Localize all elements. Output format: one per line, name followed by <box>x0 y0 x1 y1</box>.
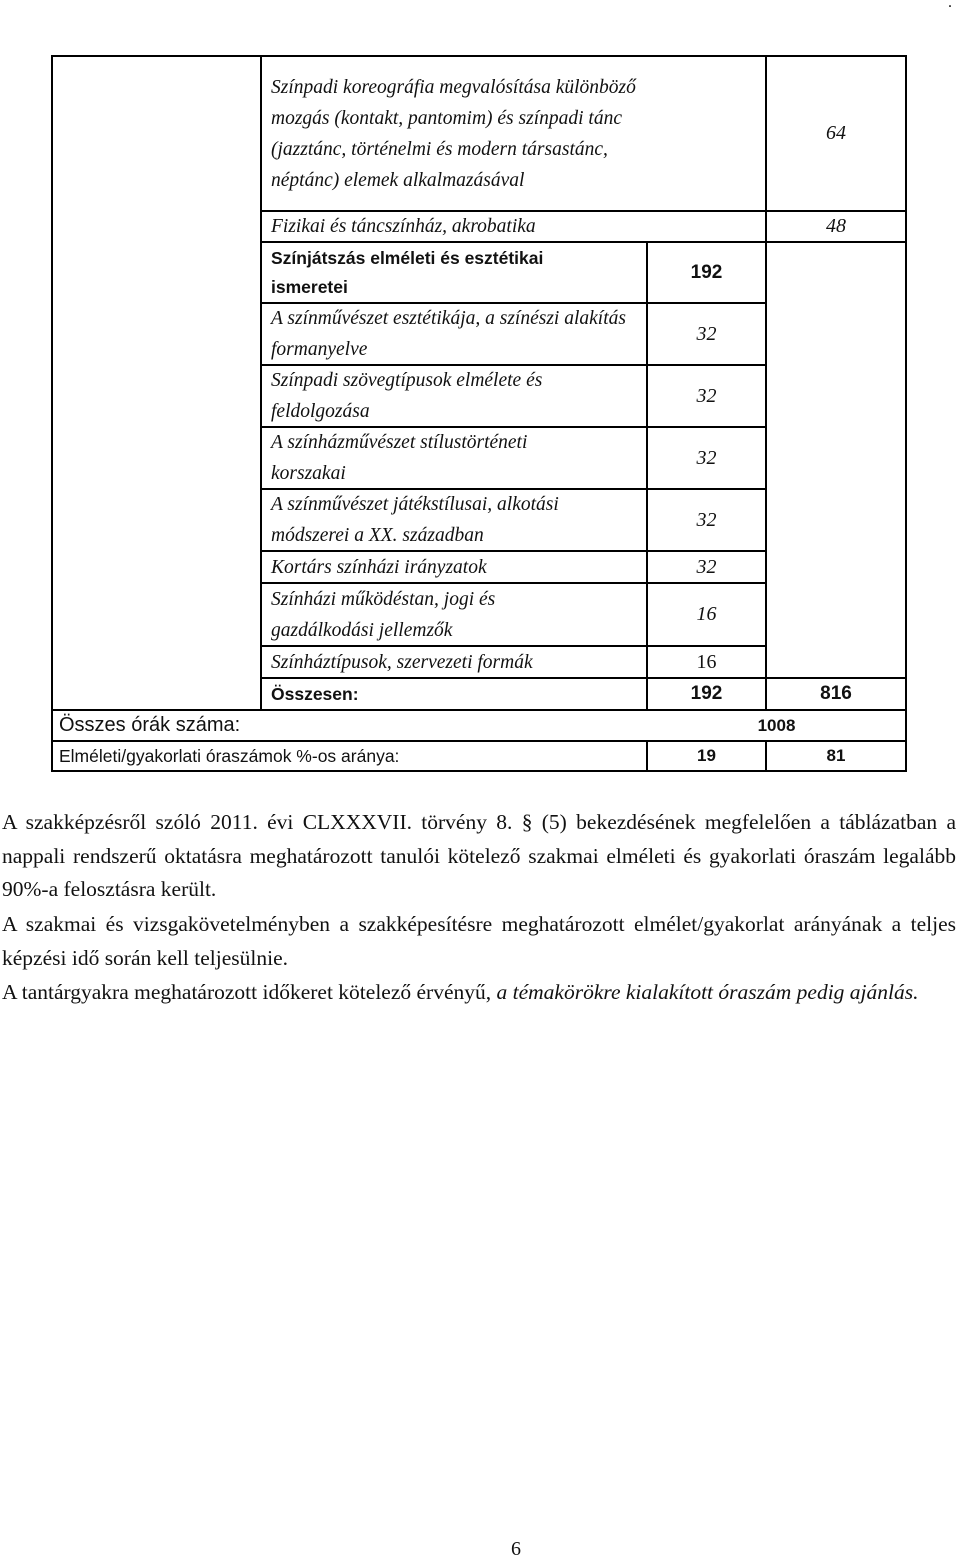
elmeleti-value: 32 <box>696 446 717 469</box>
ratio-elmeleti: 19 <box>697 746 716 765</box>
ratio-gyakorlati: 81 <box>826 746 846 765</box>
elmeleti-value: 32 <box>696 384 717 407</box>
total-elmeleti: 192 <box>690 683 723 704</box>
paragraph-text: A szakmai és vizsgakövetelményben a szakképesítésre meghatározott elmélet/gyakorlat arányának a teljes képzési idő során kell teljesülnie. <box>2 912 956 970</box>
gyakorlati-value: 48 <box>826 215 846 237</box>
table-row-label: Színpadi koreográfia megvalósítása különböző mozgás (kontakt, pantomim) és színpadi tánc (jazztánc, történelmi és modern társastánc, néptánc) elemek alkalmazásával <box>271 77 636 191</box>
corner-mark: . <box>948 0 952 11</box>
total-label: Összesen: <box>271 683 359 704</box>
table-row-label: Fizikai és táncszínház, akrobatika <box>271 216 536 237</box>
elmeleti-value: 16 <box>696 650 717 673</box>
table-row-label: Színházi működéstan, jogi és gazdálkodási jellemzők <box>271 588 496 641</box>
table-row-label: Színpadi szövegtípusok elmélete és feldolgozása <box>271 370 543 422</box>
elmeleti-value: 16 <box>696 603 717 625</box>
all-hours-label: Összes órák száma: <box>59 714 241 736</box>
paragraph-text: A szakképzésről szóló 2011. évi CLXXXVII. törvény 8. § (5) bekezdésének megfelelően a táblázatban a nappali rendszerű oktatásra meghatározott tanulói kötelező szakmai elméleti és gyakorlati óraszám legalább 90%-a felosztásra került. <box>2 810 956 901</box>
paragraph-law-reference <box>2 806 956 907</box>
all-hours-value: 1008 <box>757 715 796 735</box>
table-row-label: Színjátszás elméleti és esztétikai ismeretei <box>271 247 544 297</box>
elmeleti-value: 32 <box>696 508 717 531</box>
paragraph-timeframe <box>2 976 956 1010</box>
page-number: 6 <box>511 1538 521 1560</box>
table-row-label: A színművészet esztétikája, a színészi alakítás formanyelve <box>271 308 626 360</box>
paragraph-text: A tantárgyakra meghatározott időkeret kötelező érvényű, <box>2 980 492 1004</box>
total-gyakorlati: 816 <box>820 683 852 704</box>
paragraph-ratio <box>2 908 956 975</box>
paragraph-italic-text: a témakörökre kialakított óraszám pedig ajánlás. <box>496 980 919 1004</box>
elmeleti-value: 32 <box>696 555 717 578</box>
ratio-label: Elméleti/gyakorlati óraszámok %-os aránya: <box>59 745 400 766</box>
table-row-label: Kortárs színházi irányzatok <box>271 556 487 578</box>
table-row-label: Színháztípusok, szervezeti formák <box>271 651 533 673</box>
table-row-label: A színházművészet stílustörténeti korszakai <box>271 432 528 484</box>
elmeleti-value: 192 <box>690 261 723 283</box>
elmeleti-value: 32 <box>696 322 717 345</box>
table-row-label: A színművészet játékstílusai, alkotási módszerei a XX. században <box>271 494 559 546</box>
gyakorlati-value: 64 <box>826 122 846 144</box>
